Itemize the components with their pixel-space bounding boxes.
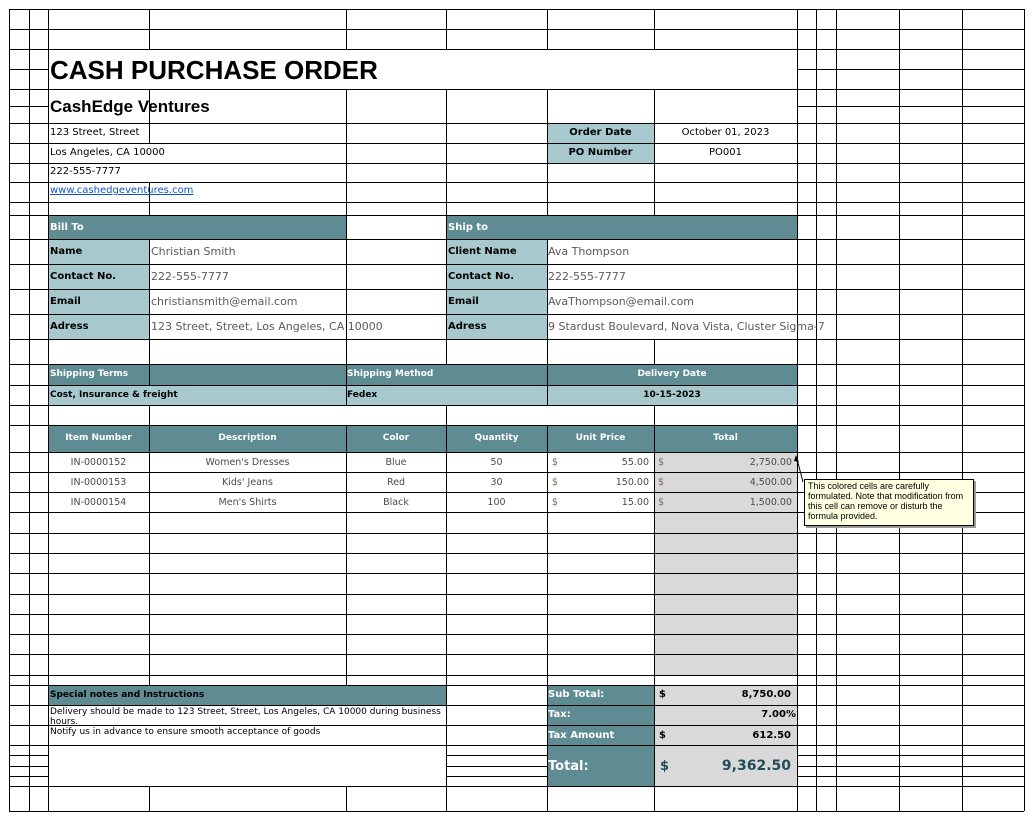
grid-line-h [446, 755, 547, 756]
notes-header: Special notes and Instructions [50, 690, 205, 700]
grid-line-h [9, 573, 1024, 574]
shipping-terms-label: Shipping Terms [50, 369, 129, 379]
grid-line-h [797, 69, 1024, 70]
bill-address-value[interactable]: 123 Street, Street, Los Angeles, CA 10000 [151, 320, 383, 333]
ship-to-header-bg [446, 216, 797, 239]
grand-total-label: Total: [548, 759, 589, 774]
unit-price-cell[interactable]: 55.00 [621, 457, 649, 468]
grid-line-h [9, 29, 1024, 30]
grid-line-v [446, 9, 447, 49]
grid-line-v [816, 9, 817, 811]
company-name: CashEdge Ventures [50, 97, 210, 116]
grid-line-v [654, 405, 655, 425]
ship-address-value[interactable]: 9 Stardust Boulevard, Nova Vista, Cluster Sigma-7 [548, 320, 825, 333]
grid-line-h [9, 452, 1024, 453]
quantity-cell[interactable]: 30 [490, 477, 503, 488]
grid-line-h [9, 553, 1024, 554]
unit-price-cell[interactable]: 150.00 [615, 477, 649, 488]
grid-line-h [9, 594, 1024, 595]
grid-line-v [654, 685, 655, 811]
quantity-cell[interactable]: 50 [490, 457, 503, 468]
grid-line-h [9, 215, 1024, 216]
notes-line-3[interactable]: Notify us in advance to ensure smooth acceptance of goods [50, 727, 321, 737]
total-currency[interactable]: $ [658, 477, 665, 488]
subtotal-value: 8,750.00 [741, 689, 791, 700]
bill-to-header: Bill To [50, 222, 84, 233]
grid-line-v [654, 89, 655, 123]
color-cell[interactable]: Black [383, 497, 409, 508]
grid-line-h [9, 472, 1024, 473]
grid-line-v [9, 9, 10, 811]
grid-line-h [9, 143, 1024, 144]
description-cell[interactable]: Women's Dresses [205, 457, 290, 468]
grid-line-v [547, 89, 548, 123]
grid-line-v [836, 9, 837, 811]
grid-line-h [9, 725, 1024, 726]
total-currency[interactable]: $ [658, 497, 665, 508]
ship-to-header: Ship to [448, 222, 489, 233]
quantity-cell[interactable]: 100 [487, 497, 506, 508]
description-cell[interactable]: Kids' Jeans [222, 477, 273, 488]
grid-line-v [446, 405, 447, 425]
grid-line-v [149, 364, 150, 385]
tax-label: Tax: [548, 709, 571, 720]
grid-line-h [9, 745, 1024, 746]
ship-contact-label: Contact No. [448, 271, 515, 282]
col-item-number: Item Number [65, 433, 132, 443]
grid-line-v [346, 123, 347, 215]
tax-amount-value: 612.50 [752, 730, 791, 741]
grand-total-value: 9,362.50 [721, 758, 791, 774]
color-cell[interactable]: Blue [385, 457, 407, 468]
grid-line-h [9, 202, 1024, 203]
grid-line-h [9, 182, 1024, 183]
ship-contact-value[interactable]: 222-555-7777 [548, 270, 626, 283]
po-number-label: PO Number [568, 147, 633, 158]
item-number-cell[interactable]: IN-0000154 [70, 497, 127, 508]
grid-line-v [149, 339, 150, 364]
grid-line-h [797, 766, 1024, 767]
description-cell[interactable]: Men's Shirts [218, 497, 277, 508]
unit-price-cell[interactable]: 15.00 [621, 497, 649, 508]
grid-line-v [654, 339, 655, 364]
grid-line-h [9, 405, 1024, 406]
bill-address-label: Adress [50, 321, 89, 332]
shipping-method-value[interactable]: Fedex [347, 390, 378, 400]
grid-line-v [149, 123, 150, 143]
grand-total-currency: $ [660, 759, 670, 774]
shipping-terms-value[interactable]: Cost, Insurance & freight [50, 390, 178, 400]
grid-line-h [9, 289, 1024, 290]
item-number-cell[interactable]: IN-0000153 [70, 477, 127, 488]
grid-line-h [9, 385, 1024, 386]
grid-line-v [149, 405, 150, 425]
ship-email-label: Email [448, 296, 479, 307]
grid-line-v [149, 9, 150, 49]
company-city: Los Angeles, CA 10000 [50, 147, 165, 158]
col-quantity: Quantity [474, 433, 519, 443]
col-unit-price: Unit Price [575, 433, 626, 443]
grid-line-h [9, 634, 1024, 635]
grid-line-h [9, 786, 1024, 787]
grid-line-v [547, 685, 548, 811]
grid-line-v [547, 339, 548, 364]
grid-line-h [797, 106, 1024, 107]
unit-price-currency[interactable]: $ [552, 457, 559, 468]
grid-line-h [9, 654, 1024, 655]
notes-line-1[interactable]: Delivery should be made to 123 Street, Street, Los Angeles, CA 10000 during business [50, 707, 441, 717]
grid-line-v [1024, 9, 1025, 811]
grid-line-h [446, 776, 547, 777]
grid-line-h [797, 755, 1024, 756]
grid-line-v [149, 786, 150, 811]
color-cell[interactable]: Red [386, 477, 406, 488]
tax-amount-label: Tax Amount [548, 730, 615, 741]
bill-email-value[interactable]: christiansmith@email.com [151, 295, 298, 308]
unit-price-currency[interactable]: $ [552, 477, 559, 488]
grid-line-v [149, 239, 150, 339]
grid-line-v [899, 9, 900, 811]
item-number-cell[interactable]: IN-0000152 [70, 457, 127, 468]
line-total-cell: 4,500.00 [749, 477, 792, 488]
delivery-date-value[interactable]: 10-15-2023 [643, 390, 701, 400]
grid-line-v [48, 9, 49, 811]
grid-line-h [9, 239, 1024, 240]
grid-line-v [446, 89, 447, 123]
grid-line-v [29, 9, 30, 811]
grid-line-v [446, 123, 447, 215]
grid-line-h [9, 811, 1024, 812]
grid-line-h [9, 425, 1024, 426]
formula-comment-note[interactable]: This colored cells are carefully formulated. Note that modification from this cell can remove or disturb the formula provided. [804, 479, 974, 526]
subtotal-currency: $ [659, 689, 666, 700]
bill-contact-label: Contact No. [50, 271, 117, 282]
unit-price-currency[interactable]: $ [552, 497, 559, 508]
grid-line-v [446, 215, 447, 364]
grid-line-v [797, 9, 798, 811]
ship-address-label: Adress [448, 321, 487, 332]
grid-line-h [9, 9, 1024, 10]
po-number-value[interactable]: PO001 [709, 147, 742, 158]
page-title: CASH PURCHASE ORDER [50, 55, 378, 85]
line-total-cell: 1,500.00 [749, 497, 792, 508]
ship-name-value[interactable]: Ava Thompson [548, 245, 630, 258]
bill-name-label: Name [50, 246, 83, 257]
grid-line-h [9, 533, 1024, 534]
grid-line-h [9, 364, 1024, 365]
grid-line-h [9, 675, 1024, 676]
order-date-label: Order Date [569, 127, 632, 138]
grid-line-h [9, 123, 1024, 124]
tax-value[interactable]: 7.00% [761, 709, 796, 720]
grid-line-h [9, 685, 1024, 686]
grid-line-h [797, 776, 1024, 777]
col-description: Description [218, 433, 277, 443]
delivery-date-label: Delivery Date [637, 369, 707, 379]
company-street: 123 Street, Street [50, 127, 140, 138]
grid-line-v [654, 9, 655, 49]
grid-line-v [547, 9, 548, 49]
total-currency[interactable]: $ [658, 457, 665, 468]
order-date-value[interactable]: October 01, 2023 [681, 127, 770, 138]
grid-line-h [9, 163, 1024, 164]
grid-line-h [9, 49, 1024, 50]
grid-line-v [346, 89, 347, 123]
shipping-method-label: Shipping Method [347, 369, 434, 379]
grid-line-h [9, 339, 1024, 340]
col-total: Total [713, 433, 738, 443]
grid-line-v [962, 9, 963, 811]
grid-line-v [346, 9, 347, 49]
grid-line-v [446, 685, 447, 811]
bill-contact-value[interactable]: 222-555-7777 [151, 270, 229, 283]
notes-line-2[interactable]: hours. [50, 717, 79, 727]
bill-to-header-bg [48, 216, 346, 239]
grid-line-h [9, 314, 1024, 315]
ship-email-value[interactable]: AvaThompson@email.com [548, 295, 695, 308]
grid-line-h [9, 89, 1024, 90]
subtotal-label: Sub Total: [548, 689, 605, 700]
tax-amount-currency: $ [659, 730, 666, 741]
line-total-cell: 2,750.00 [749, 457, 792, 468]
grid-line-v [346, 786, 347, 811]
company-website-link[interactable]: www.cashedgeventures.com [50, 185, 194, 196]
grid-line-h [9, 705, 1024, 706]
grid-line-v [346, 215, 347, 364]
company-phone: 222-555-7777 [50, 166, 121, 177]
grid-line-h [9, 614, 1024, 615]
bill-email-label: Email [50, 296, 81, 307]
ship-name-label: Client Name [448, 246, 517, 257]
grid-line-h [9, 264, 1024, 265]
bill-name-value[interactable]: Christian Smith [151, 245, 236, 258]
grid-line-h [446, 766, 547, 767]
col-color: Color [382, 433, 410, 443]
